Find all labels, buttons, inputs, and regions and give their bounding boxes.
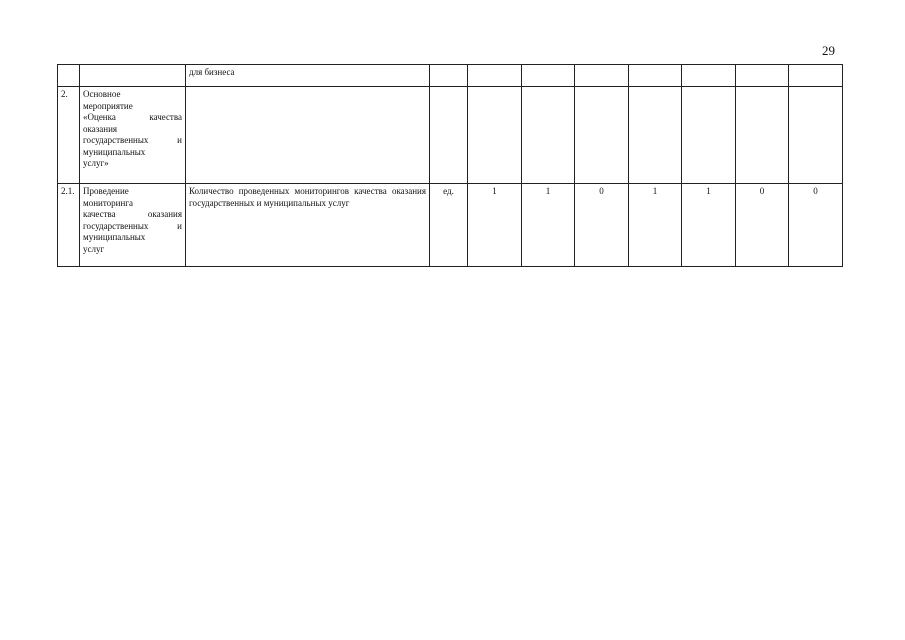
activity-name-line: «Оценка качества <box>83 112 182 122</box>
activity-name-cell <box>80 65 186 87</box>
activity-name-line: государственных и <box>83 220 182 231</box>
value-cell <box>736 65 789 87</box>
value-cell: 0 <box>736 184 789 267</box>
indicator-cell: для бизнеса <box>186 65 430 87</box>
report-table <box>57 64 843 267</box>
activity-name-line: мониторинга <box>83 197 133 208</box>
activity-name-line: качества оказания <box>83 209 182 219</box>
value-cell <box>468 65 522 87</box>
value-cell <box>682 87 736 184</box>
value-cell: 0 <box>575 184 629 267</box>
activity-name-line: государственных и <box>83 135 182 145</box>
unit-cell <box>430 65 468 87</box>
value-cell <box>522 65 575 87</box>
activity-name-line: муниципальных <box>83 146 146 157</box>
activity-name-line: услуг» <box>83 158 109 168</box>
unit-cell: ед. <box>430 184 468 267</box>
value-cell: 1 <box>682 184 736 267</box>
activity-name-cell <box>80 87 186 184</box>
activity-name-line: оказания <box>83 123 118 134</box>
value-cell: 0 <box>789 184 843 267</box>
value-cell <box>468 87 522 184</box>
activity-name-line: Основное <box>83 89 121 99</box>
value-cell <box>789 87 843 184</box>
activity-name-line: муниципальных <box>83 232 146 242</box>
activity-name-line: Проведение <box>83 186 129 196</box>
unit-cell <box>430 87 468 184</box>
value-cell <box>575 65 629 87</box>
activity-name-line: услуг <box>83 243 105 254</box>
indicator-cell <box>186 87 430 184</box>
value-cell <box>682 65 736 87</box>
value-cell <box>629 87 682 184</box>
value-cell: 1 <box>629 184 682 267</box>
row-number-cell <box>58 65 80 87</box>
value-cell <box>575 87 629 184</box>
value-cell <box>736 87 789 184</box>
indicator-cell: Количество проведенных мониторингов качества оказания государственных и муниципальных услуг <box>186 184 430 267</box>
table-row <box>58 87 843 184</box>
activity-name-cell <box>80 184 186 267</box>
value-cell <box>522 87 575 184</box>
table-row <box>58 65 843 87</box>
activity-name-line: мероприятие <box>83 100 133 111</box>
row-number-cell: 2. <box>58 87 80 184</box>
value-cell: 1 <box>522 184 575 267</box>
value-cell <box>629 65 682 87</box>
value-cell: 1 <box>468 184 522 267</box>
page-number: 29 <box>822 43 835 58</box>
table-row <box>58 184 843 267</box>
value-cell <box>789 65 843 87</box>
row-number-cell: 2.1. <box>58 184 80 267</box>
